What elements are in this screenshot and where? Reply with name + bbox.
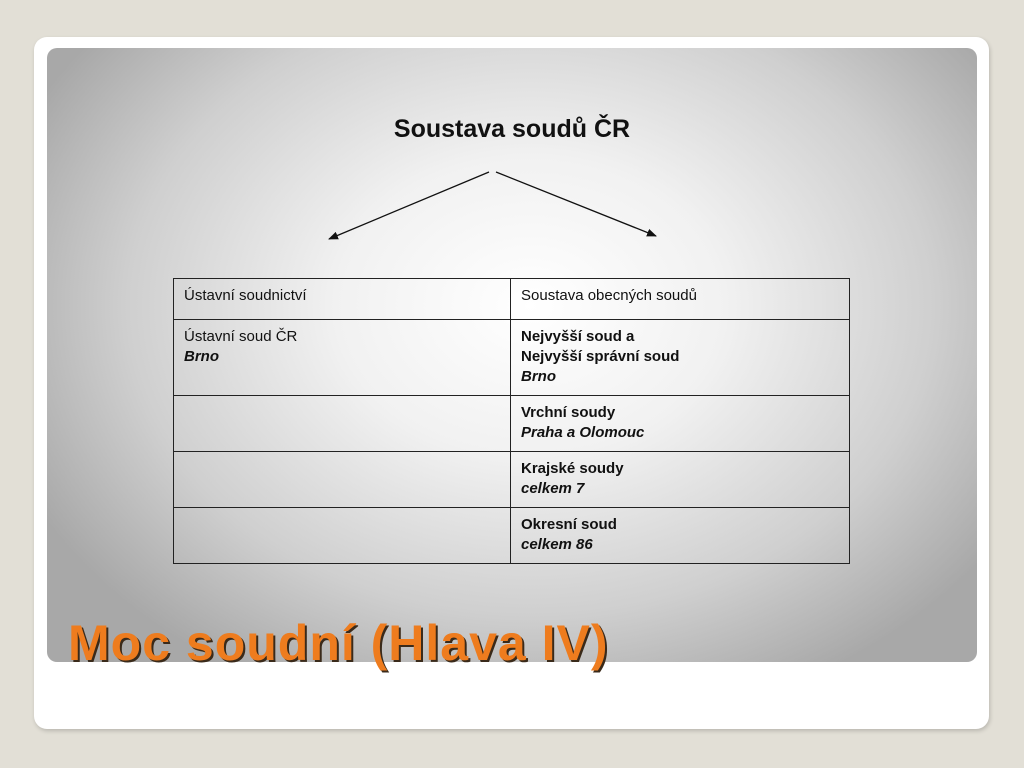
table-cell: [511, 508, 850, 564]
court-count: celkem 86: [521, 536, 593, 553]
table-cell-empty: [174, 452, 511, 508]
court-name: Okresní soud: [521, 516, 617, 533]
slide-heading: Soustava soudů ČR: [393, 115, 631, 143]
court-name-secondary: Nejvyšší správní soud: [521, 348, 680, 365]
courts-table: [173, 278, 850, 564]
header-general-label: Soustava obecných soudů: [521, 287, 697, 304]
court-location: Praha a Olomouc: [521, 424, 645, 441]
header-cell-left: [174, 279, 511, 320]
table-cell: [511, 320, 850, 396]
table-header-row: [174, 279, 850, 320]
table-row: [174, 320, 850, 396]
header-cell-right: [511, 279, 850, 320]
table-cell: [174, 320, 511, 396]
table-row: [174, 396, 850, 452]
slide-title: Moc soudní (Hlava IV): [68, 615, 609, 671]
table-cell-empty: [174, 396, 511, 452]
table-row: [174, 508, 850, 564]
table-cell-empty: [174, 508, 511, 564]
court-count: celkem 7: [521, 480, 585, 497]
court-location: Brno: [184, 348, 219, 365]
court-name: Krajské soudy: [521, 460, 624, 477]
court-location: Brno: [521, 368, 556, 385]
court-name: Nejvyšší soud a: [521, 328, 635, 345]
table-cell: [511, 452, 850, 508]
court-name: Vrchní soudy: [521, 404, 616, 421]
table-cell: [511, 396, 850, 452]
header-constitutional-label: Ústavní soudnictví: [184, 287, 307, 304]
table-row: [174, 452, 850, 508]
court-name: Ústavní soud ČR: [184, 328, 298, 345]
